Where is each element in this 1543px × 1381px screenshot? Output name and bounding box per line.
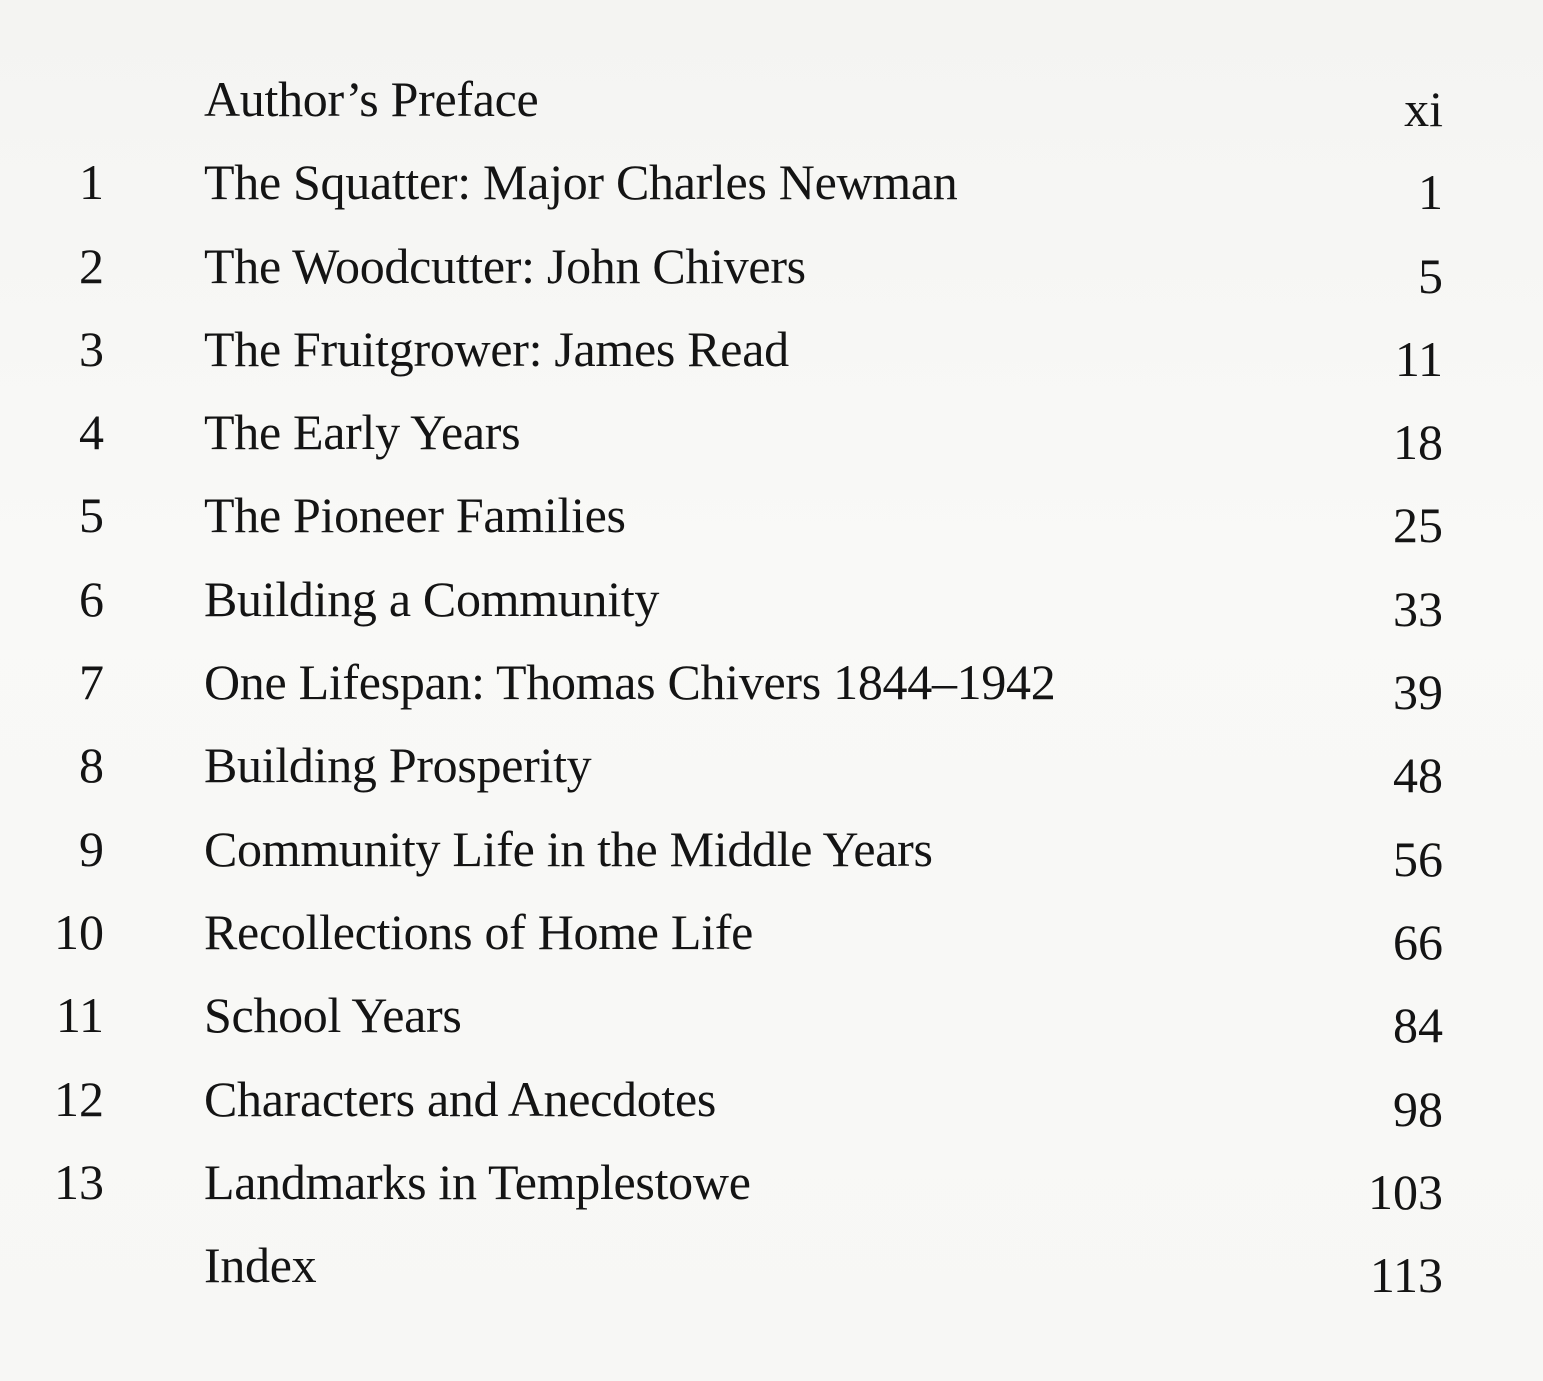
chapter-title: One Lifespan: Thomas Chivers 1844–1942 bbox=[204, 654, 1056, 711]
chapter-number: 7 bbox=[79, 654, 104, 711]
page-number: 11 bbox=[1394, 330, 1443, 387]
page-number: 25 bbox=[1393, 497, 1443, 554]
chapter-number: 13 bbox=[54, 1153, 104, 1210]
toc-entry-preface bbox=[0, 58, 1543, 141]
page-number: 1 bbox=[1418, 164, 1443, 221]
page-number: 5 bbox=[1418, 247, 1443, 304]
toc-entry-5 bbox=[0, 474, 1543, 557]
chapter-title: Index bbox=[204, 1237, 317, 1294]
chapter-number: 5 bbox=[79, 487, 104, 544]
page-number: 39 bbox=[1393, 664, 1443, 721]
chapter-number: 9 bbox=[79, 820, 104, 877]
chapter-title: Characters and Anecdotes bbox=[204, 1070, 717, 1127]
page-number: 48 bbox=[1393, 747, 1443, 804]
chapter-number: 11 bbox=[55, 987, 104, 1044]
page-number: xi bbox=[1404, 81, 1443, 137]
page-number: 56 bbox=[1393, 830, 1443, 887]
chapter-title: Author’s Preface bbox=[204, 71, 539, 127]
chapter-number: 3 bbox=[79, 320, 104, 377]
chapter-title: The Early Years bbox=[204, 404, 521, 461]
page-number: 18 bbox=[1393, 414, 1443, 471]
chapter-title: The Woodcutter: John Chivers bbox=[204, 237, 806, 294]
toc-entry-4 bbox=[0, 391, 1543, 474]
chapter-number: 4 bbox=[79, 404, 104, 461]
toc-entry-6 bbox=[0, 558, 1543, 641]
toc-entry-10 bbox=[0, 891, 1543, 974]
toc-entry-9 bbox=[0, 808, 1543, 891]
chapter-number: 8 bbox=[79, 737, 104, 794]
table-of-contents bbox=[0, 58, 1543, 1307]
chapter-title: The Pioneer Families bbox=[204, 487, 626, 544]
toc-entry-3 bbox=[0, 308, 1543, 391]
page-number: 33 bbox=[1393, 580, 1443, 637]
chapter-number: 10 bbox=[54, 903, 104, 960]
toc-entry-index bbox=[0, 1224, 1543, 1307]
toc-entry-7 bbox=[0, 641, 1543, 724]
page-number: 66 bbox=[1393, 913, 1443, 970]
toc-entry-8 bbox=[0, 724, 1543, 807]
toc-entry-13 bbox=[0, 1141, 1543, 1224]
chapter-number: 2 bbox=[79, 237, 104, 294]
page-number: 84 bbox=[1393, 997, 1443, 1054]
toc-entry-12 bbox=[0, 1058, 1543, 1141]
chapter-title: Recollections of Home Life bbox=[204, 903, 753, 960]
chapter-number: 6 bbox=[79, 570, 104, 627]
chapter-title: School Years bbox=[204, 987, 462, 1044]
toc-entry-11 bbox=[0, 974, 1543, 1057]
page-number: 113 bbox=[1369, 1247, 1443, 1304]
chapter-title: Building Prosperity bbox=[204, 737, 592, 794]
chapter-title: The Fruitgrower: James Read bbox=[204, 320, 789, 377]
toc-entry-1 bbox=[0, 141, 1543, 224]
chapter-title: The Squatter: Major Charles Newman bbox=[204, 154, 958, 211]
chapter-number: 12 bbox=[54, 1070, 104, 1127]
toc-entry-2 bbox=[0, 225, 1543, 308]
chapter-title: Building a Community bbox=[204, 570, 660, 627]
page-number: 98 bbox=[1393, 1080, 1443, 1137]
chapter-number: 1 bbox=[79, 154, 104, 211]
chapter-title: Landmarks in Templestowe bbox=[204, 1153, 751, 1210]
page-number: 103 bbox=[1368, 1163, 1443, 1220]
chapter-title: Community Life in the Middle Years bbox=[204, 820, 933, 877]
